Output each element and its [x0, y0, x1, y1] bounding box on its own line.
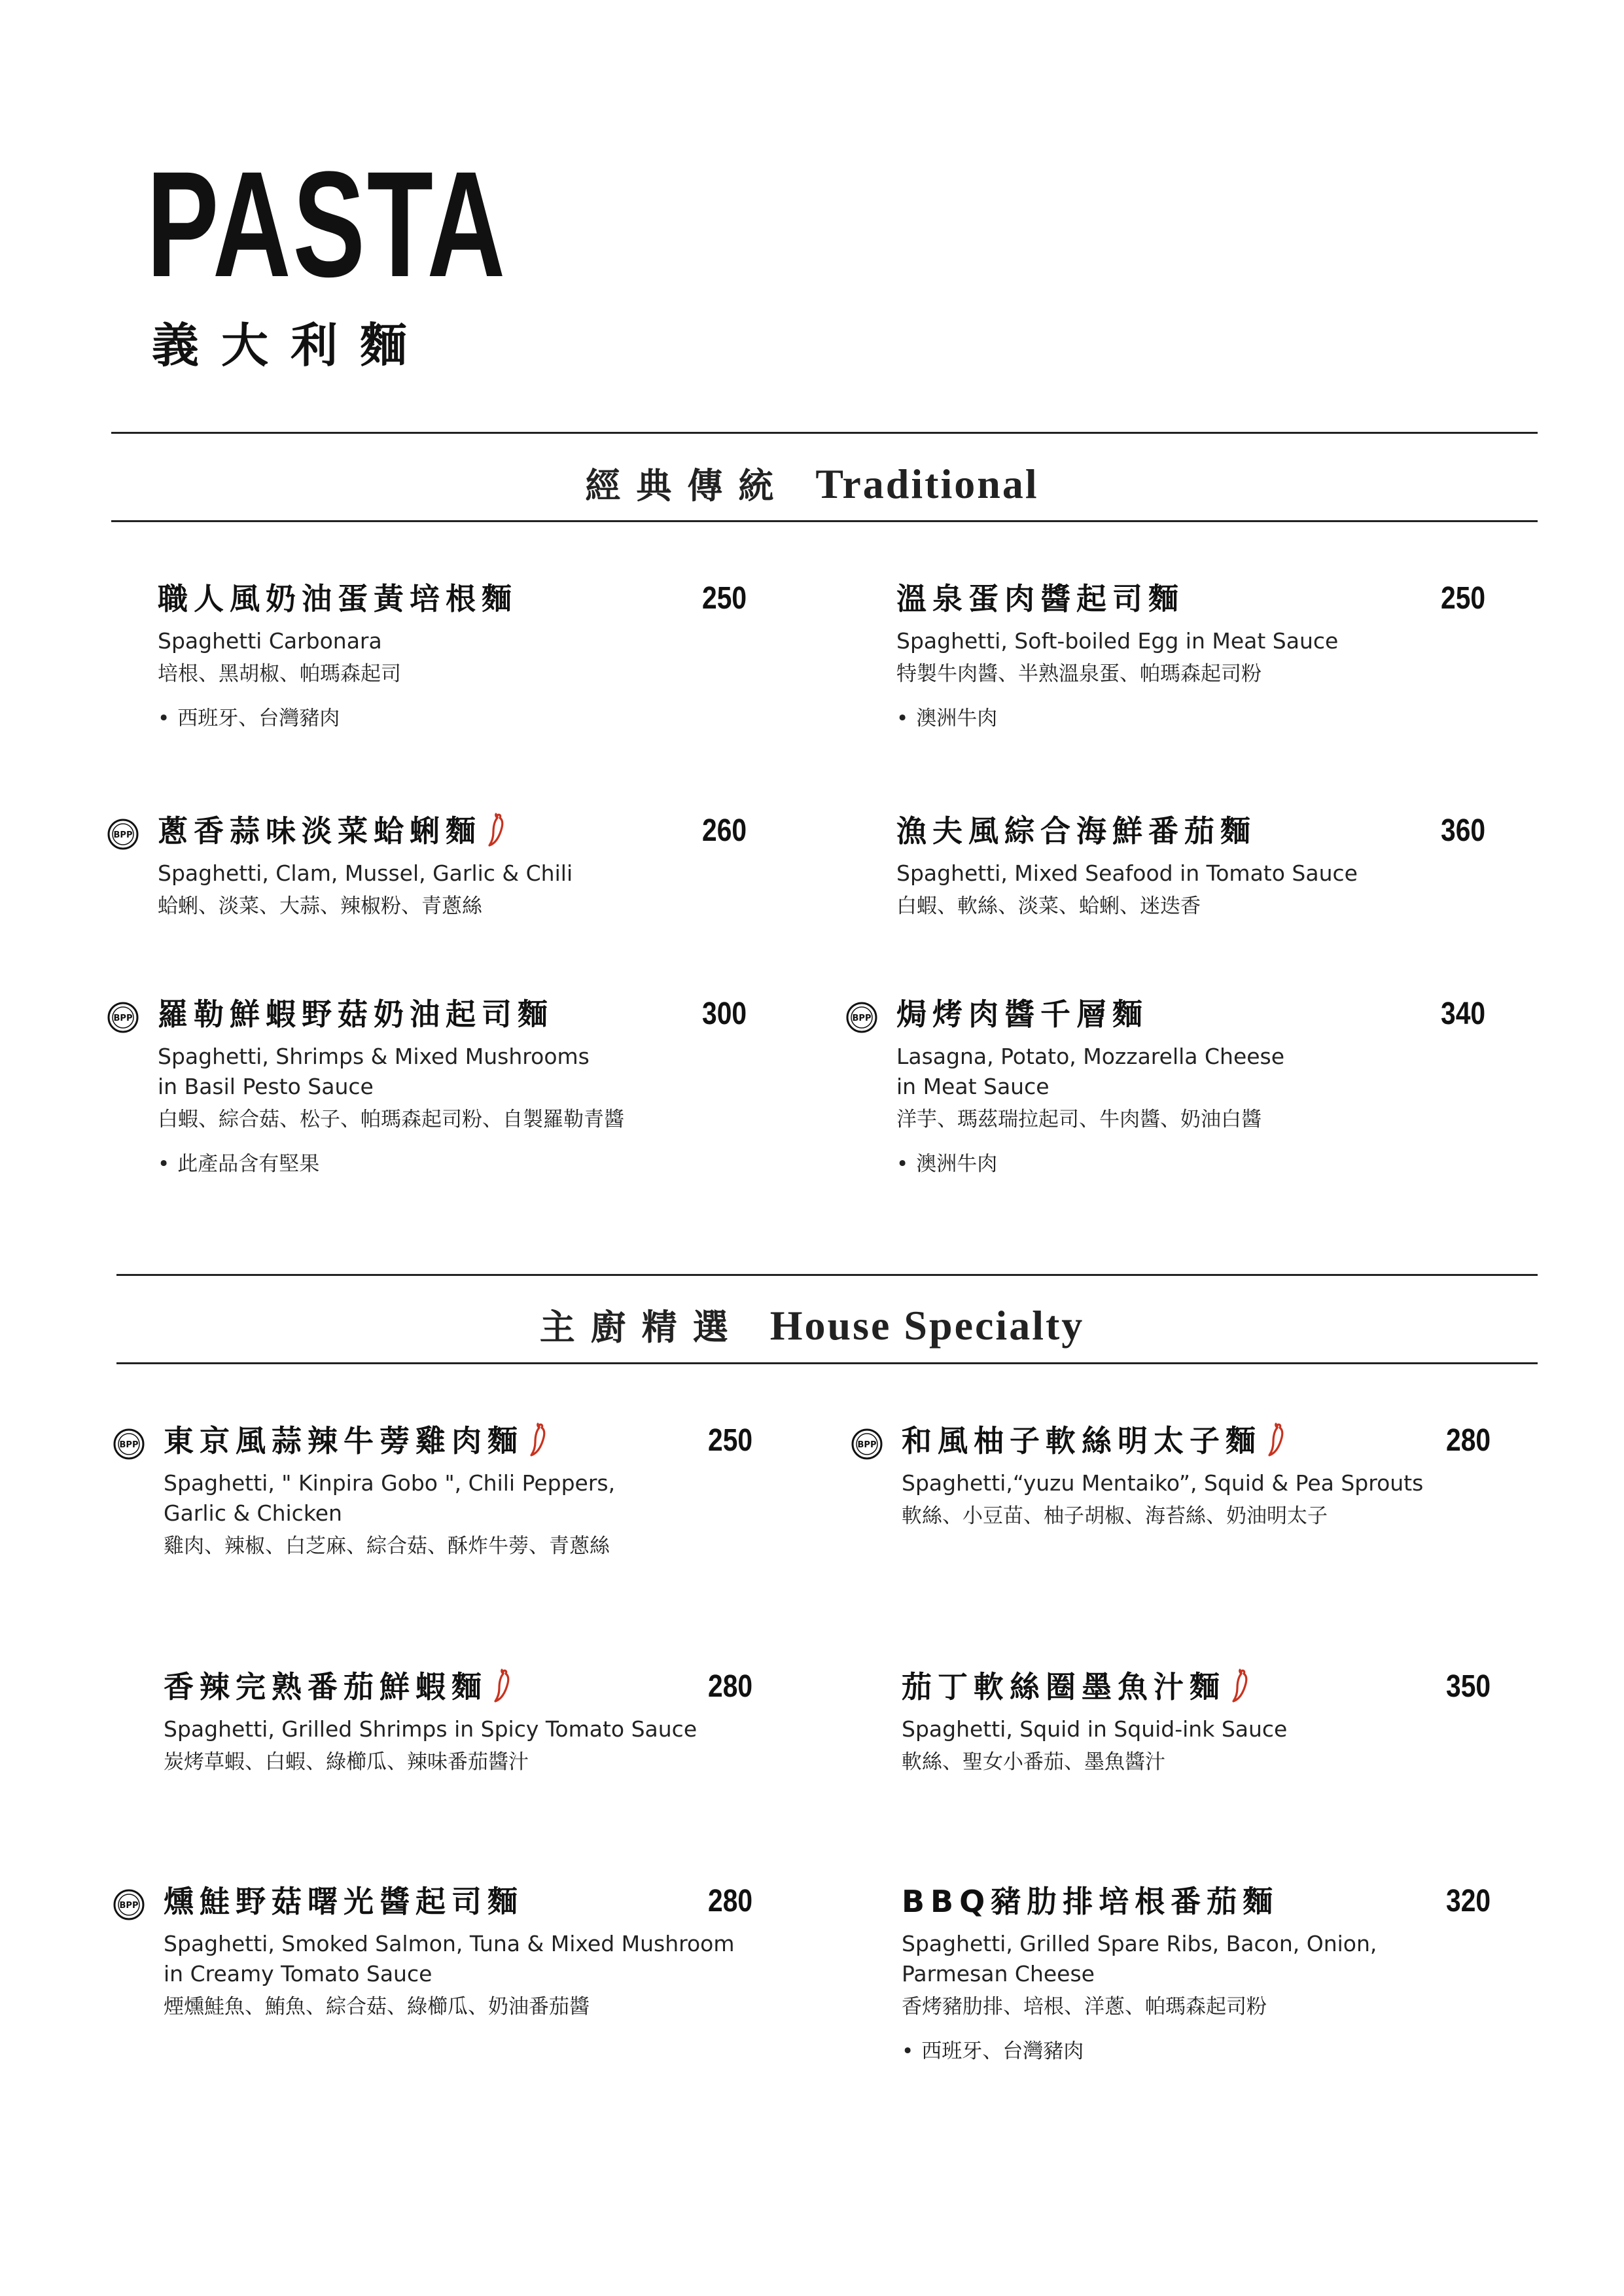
menu-item	[119, 1421, 752, 1561]
bpp-badge-icon	[851, 1428, 883, 1460]
menu-item-header	[902, 1882, 1491, 1928]
menu-item-name-text: 蔥香蒜味淡菜蛤蜊麵	[158, 813, 482, 849]
menu-item-price: 360	[1440, 813, 1485, 848]
menu-item-ingredients: 培根、黑胡椒、帕瑪森起司	[158, 662, 401, 686]
menu-item-name	[158, 811, 505, 851]
menu-item-name-text: 茄丁軟絲圈墨魚汁麵	[902, 1669, 1226, 1704]
menu-item-note-text: 此產品含有堅果	[177, 1152, 320, 1176]
bpp-badge-icon	[113, 1428, 145, 1460]
section-title-house-specialty	[0, 1299, 1624, 1350]
menu-item-name-text: 溫泉蛋肉醬起司麵	[896, 581, 1184, 616]
menu-item-price: 260	[701, 813, 747, 848]
bpp-badge-icon	[107, 818, 139, 851]
menu-item-ingredients: 香烤豬肋排、培根、洋蔥、帕瑪森起司粉	[902, 1995, 1267, 2019]
menu-item-ingredients: 白蝦、軟絲、淡菜、蛤蜊、迷迭香	[896, 894, 1201, 918]
bullet-icon: •	[158, 707, 170, 730]
chili-pepper-icon	[485, 813, 505, 847]
menu-item-english: Spaghetti, Clam, Mussel, Garlic & Chili	[158, 860, 573, 886]
menu-item	[113, 811, 747, 921]
menu-item-price: 280	[1445, 1423, 1491, 1458]
menu-item-note-text: 西班牙、台灣豬肉	[921, 2040, 1084, 2063]
bullet-icon: •	[896, 1152, 909, 1176]
menu-item-english: Spaghetti, Grilled Shrimps in Spicy Tomato Sauce	[164, 1716, 697, 1742]
menu-item-english: Spaghetti, Mixed Seafood in Tomato Sauce	[896, 860, 1358, 886]
menu-item	[902, 1882, 1491, 2066]
menu-item-header	[896, 811, 1485, 857]
menu-item-note-text: 澳洲牛肉	[916, 1152, 998, 1176]
menu-item-english: Spaghetti,“yuzu Mentaiko”, Squid & Pea Sprouts	[902, 1470, 1424, 1496]
svg-text:BPP: BPP	[113, 830, 133, 840]
menu-item-english: Spaghetti Carbonara	[158, 628, 382, 654]
menu-item-name	[902, 1882, 1279, 1921]
menu-item-english: Spaghetti, Smoked Salmon, Tuna & Mixed Mushroom	[164, 1931, 735, 1956]
menu-item-english: Spaghetti, Shrimps & Mixed Mushrooms	[158, 1044, 590, 1069]
menu-item-header	[896, 579, 1485, 625]
menu-item-ingredients: 洋芋、瑪茲瑞拉起司、牛肉醬、奶油白醬	[896, 1108, 1262, 1131]
menu-item	[119, 1882, 752, 2022]
bpp-badge-icon	[107, 1001, 139, 1034]
svg-text:BPP: BPP	[857, 1440, 877, 1450]
menu-item-name-text: 職人風奶油蛋黃培根麵	[158, 581, 518, 616]
menu-item-name	[158, 579, 518, 618]
bullet-icon: •	[896, 707, 909, 730]
menu-item-note	[158, 703, 747, 733]
bullet-icon: •	[902, 2040, 914, 2063]
menu-item-english: Garlic & Chicken	[164, 1500, 342, 1526]
menu-item-english: Spaghetti, Soft-boiled Egg in Meat Sauce	[896, 628, 1339, 654]
menu-item-english: in Creamy Tomato Sauce	[164, 1961, 432, 1987]
menu-item-name-text: 羅勒鮮蝦野菇奶油起司麵	[158, 997, 554, 1032]
menu-item-english: Lasagna, Potato, Mozzarella Cheese	[896, 1044, 1285, 1069]
section-title-en: Traditional	[815, 461, 1039, 507]
menu-item-header	[113, 811, 747, 857]
page-subtitle: 義大利麵	[152, 317, 430, 373]
menu-item	[857, 1421, 1491, 1531]
menu-item-english: Spaghetti, Grilled Spare Ribs, Bacon, Onion,	[902, 1931, 1377, 1956]
menu-item-name-text: BBQ豬肋排培根番茄麵	[902, 1884, 1279, 1919]
menu-item-name	[158, 995, 554, 1034]
menu-item-price: 280	[707, 1884, 752, 1918]
bpp-badge-icon	[845, 1001, 878, 1034]
chili-pepper-icon	[491, 1669, 511, 1703]
menu-item-header	[902, 1667, 1491, 1713]
menu-item-price: 340	[1440, 997, 1485, 1031]
menu-item-english: in Meat Sauce	[896, 1074, 1050, 1099]
menu-item	[896, 579, 1485, 733]
section-divider-bottom	[116, 1362, 1538, 1364]
menu-item-name	[164, 1667, 511, 1706]
section-title-traditional	[0, 458, 1624, 508]
menu-item-name-text: 和風柚子軟絲明太子麵	[902, 1423, 1262, 1458]
menu-item-name	[164, 1882, 523, 1921]
menu-item-english: Spaghetti, Squid in Squid-ink Sauce	[902, 1716, 1288, 1742]
chili-pepper-icon	[527, 1422, 547, 1457]
menu-item-name	[896, 811, 1256, 851]
menu-item	[158, 579, 747, 733]
menu-item-name-text: 東京風蒜辣牛蒡雞肉麵	[164, 1423, 523, 1458]
menu-item-note	[158, 1149, 747, 1179]
svg-text:BPP: BPP	[119, 1440, 139, 1450]
menu-item-header	[852, 995, 1485, 1040]
menu-item-english: Spaghetti, " Kinpira Gobo ", Chili Peppers,	[164, 1470, 616, 1496]
section-divider-top	[116, 1274, 1538, 1276]
menu-item-english: Parmesan Cheese	[902, 1961, 1095, 1987]
menu-item-ingredients: 白蝦、綜合菇、松子、帕瑪森起司粉、自製羅勒青醬	[158, 1108, 624, 1131]
menu-item-name	[902, 1667, 1249, 1706]
menu-item-name	[164, 1421, 547, 1460]
menu-item-name	[902, 1421, 1285, 1460]
menu-item	[113, 995, 747, 1179]
menu-item-name-text: 燻鮭野菇曙光醬起司麵	[164, 1884, 523, 1919]
menu-item-ingredients: 雞肉、辣椒、白芝麻、綜合菇、酥炸牛蒡、青蔥絲	[164, 1534, 610, 1558]
menu-item-note-text: 澳洲牛肉	[916, 707, 998, 730]
menu-item-name	[896, 579, 1184, 618]
menu-item-price: 280	[707, 1669, 752, 1704]
menu-item-ingredients: 蛤蜊、淡菜、大蒜、辣椒粉、青蔥絲	[158, 894, 482, 918]
menu-item-note	[896, 1149, 1485, 1179]
menu-item-name-text: 漁夫風綜合海鮮番茄麵	[896, 813, 1256, 849]
svg-text:BPP: BPP	[119, 1901, 139, 1911]
menu-item-price: 250	[707, 1423, 752, 1458]
menu-item-header	[857, 1421, 1491, 1467]
svg-text:BPP: BPP	[113, 1014, 133, 1023]
menu-item-ingredients: 軟絲、聖女小番茄、墨魚醬汁	[902, 1750, 1165, 1774]
bullet-icon: •	[158, 1152, 170, 1176]
menu-item-header	[113, 995, 747, 1040]
menu-item-price: 300	[701, 997, 747, 1031]
section-divider-bottom	[111, 520, 1538, 522]
menu-item-name	[896, 995, 1148, 1034]
menu-item	[164, 1667, 752, 1777]
page-title: PASTA	[147, 140, 508, 308]
menu-item-name-text: 香辣完熟番茄鮮蝦麵	[164, 1669, 487, 1704]
menu-item-header	[158, 579, 747, 625]
chili-pepper-icon	[1229, 1669, 1249, 1703]
menu-item	[902, 1667, 1491, 1777]
section-title-zh: 經典傳統	[585, 465, 790, 506]
menu-item	[896, 811, 1485, 921]
menu-item-name-text: 焗烤肉醬千層麵	[896, 997, 1148, 1032]
section-title-zh: 主廚精選	[539, 1306, 744, 1348]
menu-item-header	[119, 1421, 752, 1467]
menu-item-price: 250	[1440, 581, 1485, 616]
svg-text:BPP: BPP	[852, 1014, 872, 1023]
menu-item-header	[164, 1667, 752, 1713]
menu-item-note	[902, 2036, 1491, 2066]
menu-item-note-text: 西班牙、台灣豬肉	[177, 707, 340, 730]
menu-item-english: in Basil Pesto Sauce	[158, 1074, 374, 1099]
menu-item	[852, 995, 1485, 1179]
menu-item-note	[896, 703, 1485, 733]
menu-item-ingredients: 軟絲、小豆苗、柚子胡椒、海苔絲、奶油明太子	[902, 1504, 1328, 1528]
section-divider-top	[111, 432, 1538, 434]
menu-item-header	[119, 1882, 752, 1928]
section-title-en: House Specialty	[769, 1302, 1085, 1349]
menu-item-ingredients: 煙燻鮭魚、鮪魚、綜合菇、綠櫛瓜、奶油番茄醬	[164, 1995, 590, 2019]
menu-item-ingredients: 炭烤草蝦、白蝦、綠櫛瓜、辣味番茄醬汁	[164, 1750, 529, 1774]
bpp-badge-icon	[113, 1888, 145, 1921]
menu-item-ingredients: 特製牛肉醬、半熟溫泉蛋、帕瑪森起司粉	[896, 662, 1262, 686]
menu-item-price: 320	[1445, 1884, 1491, 1918]
menu-item-price: 350	[1445, 1669, 1491, 1704]
menu-item-price: 250	[701, 581, 747, 616]
chili-pepper-icon	[1265, 1422, 1285, 1457]
